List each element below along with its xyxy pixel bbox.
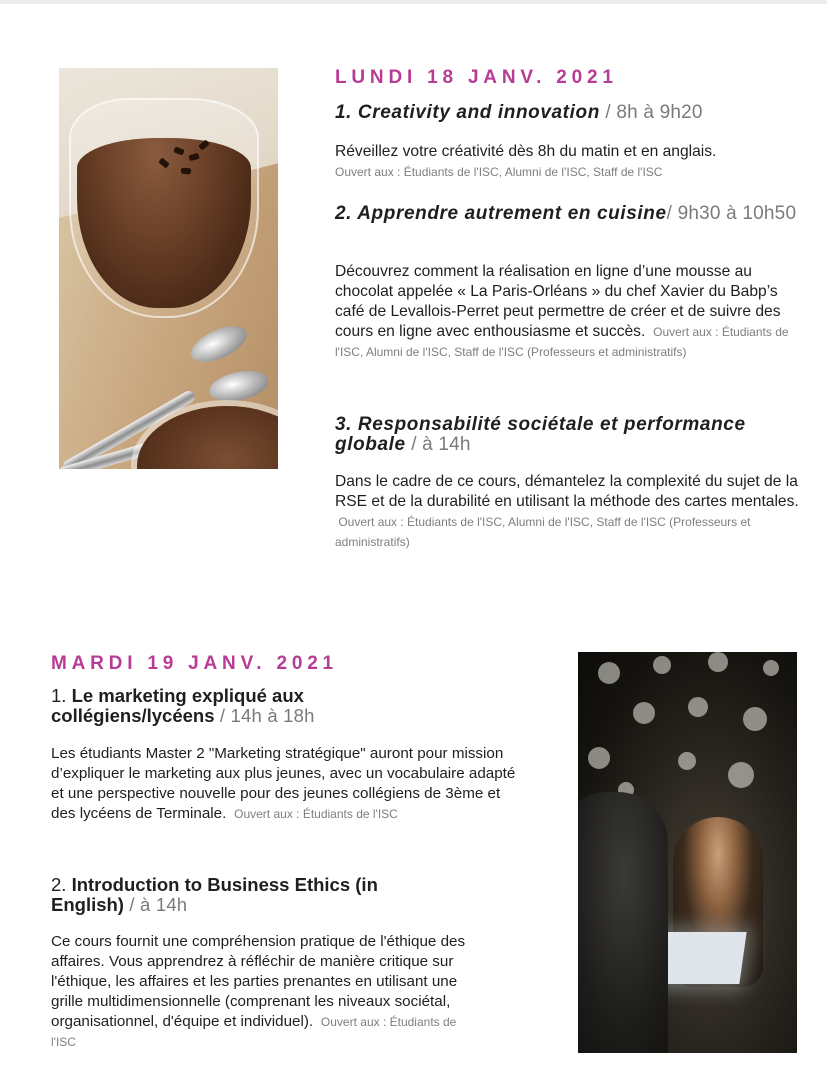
- session-number: 2.: [51, 874, 67, 895]
- session-audience-text: Ouvert aux : Étudiants de l'ISC: [234, 807, 398, 821]
- session-title: [51, 875, 451, 915]
- session-audience: Ouvert aux : Étudiants de l'ISC, Alumni de l'ISC, Staff de l'ISC: [335, 165, 663, 179]
- section-date: LUNDI 18 JANV. 2021: [335, 67, 618, 88]
- session-audience-text: Ouvert aux : Étudiants de l'ISC: [51, 1015, 457, 1049]
- top-divider: [0, 0, 827, 4]
- session-body: [51, 932, 481, 1052]
- laptop: [659, 932, 746, 984]
- session-body: [335, 472, 805, 552]
- session-title-text: 1. Creativity and innovation: [335, 102, 600, 123]
- session-description: Réveillez votre créativité dès 8h du matin et en anglais.: [335, 143, 717, 160]
- session-title-text: 3. Responsabilité sociétale et performance globale: [335, 414, 746, 455]
- meeting-photo: [578, 652, 797, 1053]
- session-audience: [231, 807, 398, 821]
- light-bokeh: [598, 662, 620, 684]
- session-item: [335, 103, 810, 123]
- light-bokeh: [688, 697, 708, 717]
- section-date: MARDI 19 JANV. 2021: [51, 653, 338, 674]
- session-body: [51, 744, 521, 824]
- session-time: / 14h à 18h: [214, 705, 315, 726]
- session-title: [51, 686, 391, 726]
- session-title: [335, 204, 805, 224]
- session-item: [335, 415, 810, 455]
- session-title-text: Le marketing expliqué aux collégiens/lycéens: [51, 685, 304, 726]
- section-monday: [335, 66, 810, 549]
- light-bokeh: [708, 652, 728, 672]
- session-title: [335, 415, 810, 455]
- light-bokeh: [633, 702, 655, 724]
- session-time: / 9h30 à 10h50: [666, 203, 797, 224]
- light-bokeh: [588, 747, 610, 769]
- light-bokeh: [743, 707, 767, 731]
- session-title: [335, 103, 810, 123]
- light-bokeh: [653, 656, 671, 674]
- session-title-text: 2. Apprendre autrement en cuisine: [335, 203, 667, 224]
- foreground-figure: [578, 792, 668, 1053]
- section-tuesday: [51, 652, 551, 1049]
- session-time: / à 14h: [123, 894, 188, 915]
- session-item: [51, 875, 451, 915]
- session-body: [335, 262, 807, 362]
- session-title-text: Introduction to Business Ethics (in English): [51, 874, 378, 915]
- session-description: Ce cours fournit une compréhension pratique de l'éthique des affaires. Vous apprendrez à réfléchir de manière critique sur l'éthique, les affaires et les parties prenantes en utilisant une grille multidimensionnelle (comprenant les niveaux sociétal, organisationnel, d'équipe et individuel).: [51, 933, 466, 1030]
- session-audience: [335, 515, 751, 549]
- session-time: / 8h à 9h20: [599, 102, 703, 123]
- session-description: Les étudiants Master 2 "Marketing stratégique" auront pour mission d’expliquer le marketing aux plus jeunes, avec un vocabulaire adapté et une perspective nouvelle pour des jeunes collégiens de 3ème et des lycéens de Terminale.: [51, 745, 516, 822]
- session-audience-text: Ouvert aux : Étudiants de l'ISC, Alumni de l'ISC, Staff de l'ISC (Professeurs et administratifs): [335, 515, 751, 549]
- session-number: 1.: [51, 685, 67, 706]
- session-item: [335, 204, 805, 224]
- session-time: / à 14h: [405, 434, 471, 455]
- session-item: [51, 686, 391, 726]
- session-description: Dans le cadre de ce cours, démantelez la complexité du sujet de la RSE et de la durabilité en utilisant la méthode des cartes mentales.: [335, 473, 799, 510]
- session-description: Découvrez comment la réalisation en ligne d’une mousse au chocolat appelée « La Paris-Orléans » du chef Xavier du Babp’s café de Levallois-Perret peut permettre de créer et de suivre des cours en ligne avec enthousiasme et succès.: [335, 263, 781, 340]
- chocolate-mousse-photo: [59, 68, 278, 469]
- chocolate-shaving: [181, 168, 191, 175]
- light-bokeh: [763, 660, 779, 676]
- session-audience-text: Ouvert aux : Étudiants de l'ISC, Alumni de l'ISC, Staff de l'ISC (Professeurs et administratifs): [335, 325, 789, 359]
- light-bokeh: [728, 762, 754, 788]
- light-bokeh: [678, 752, 696, 770]
